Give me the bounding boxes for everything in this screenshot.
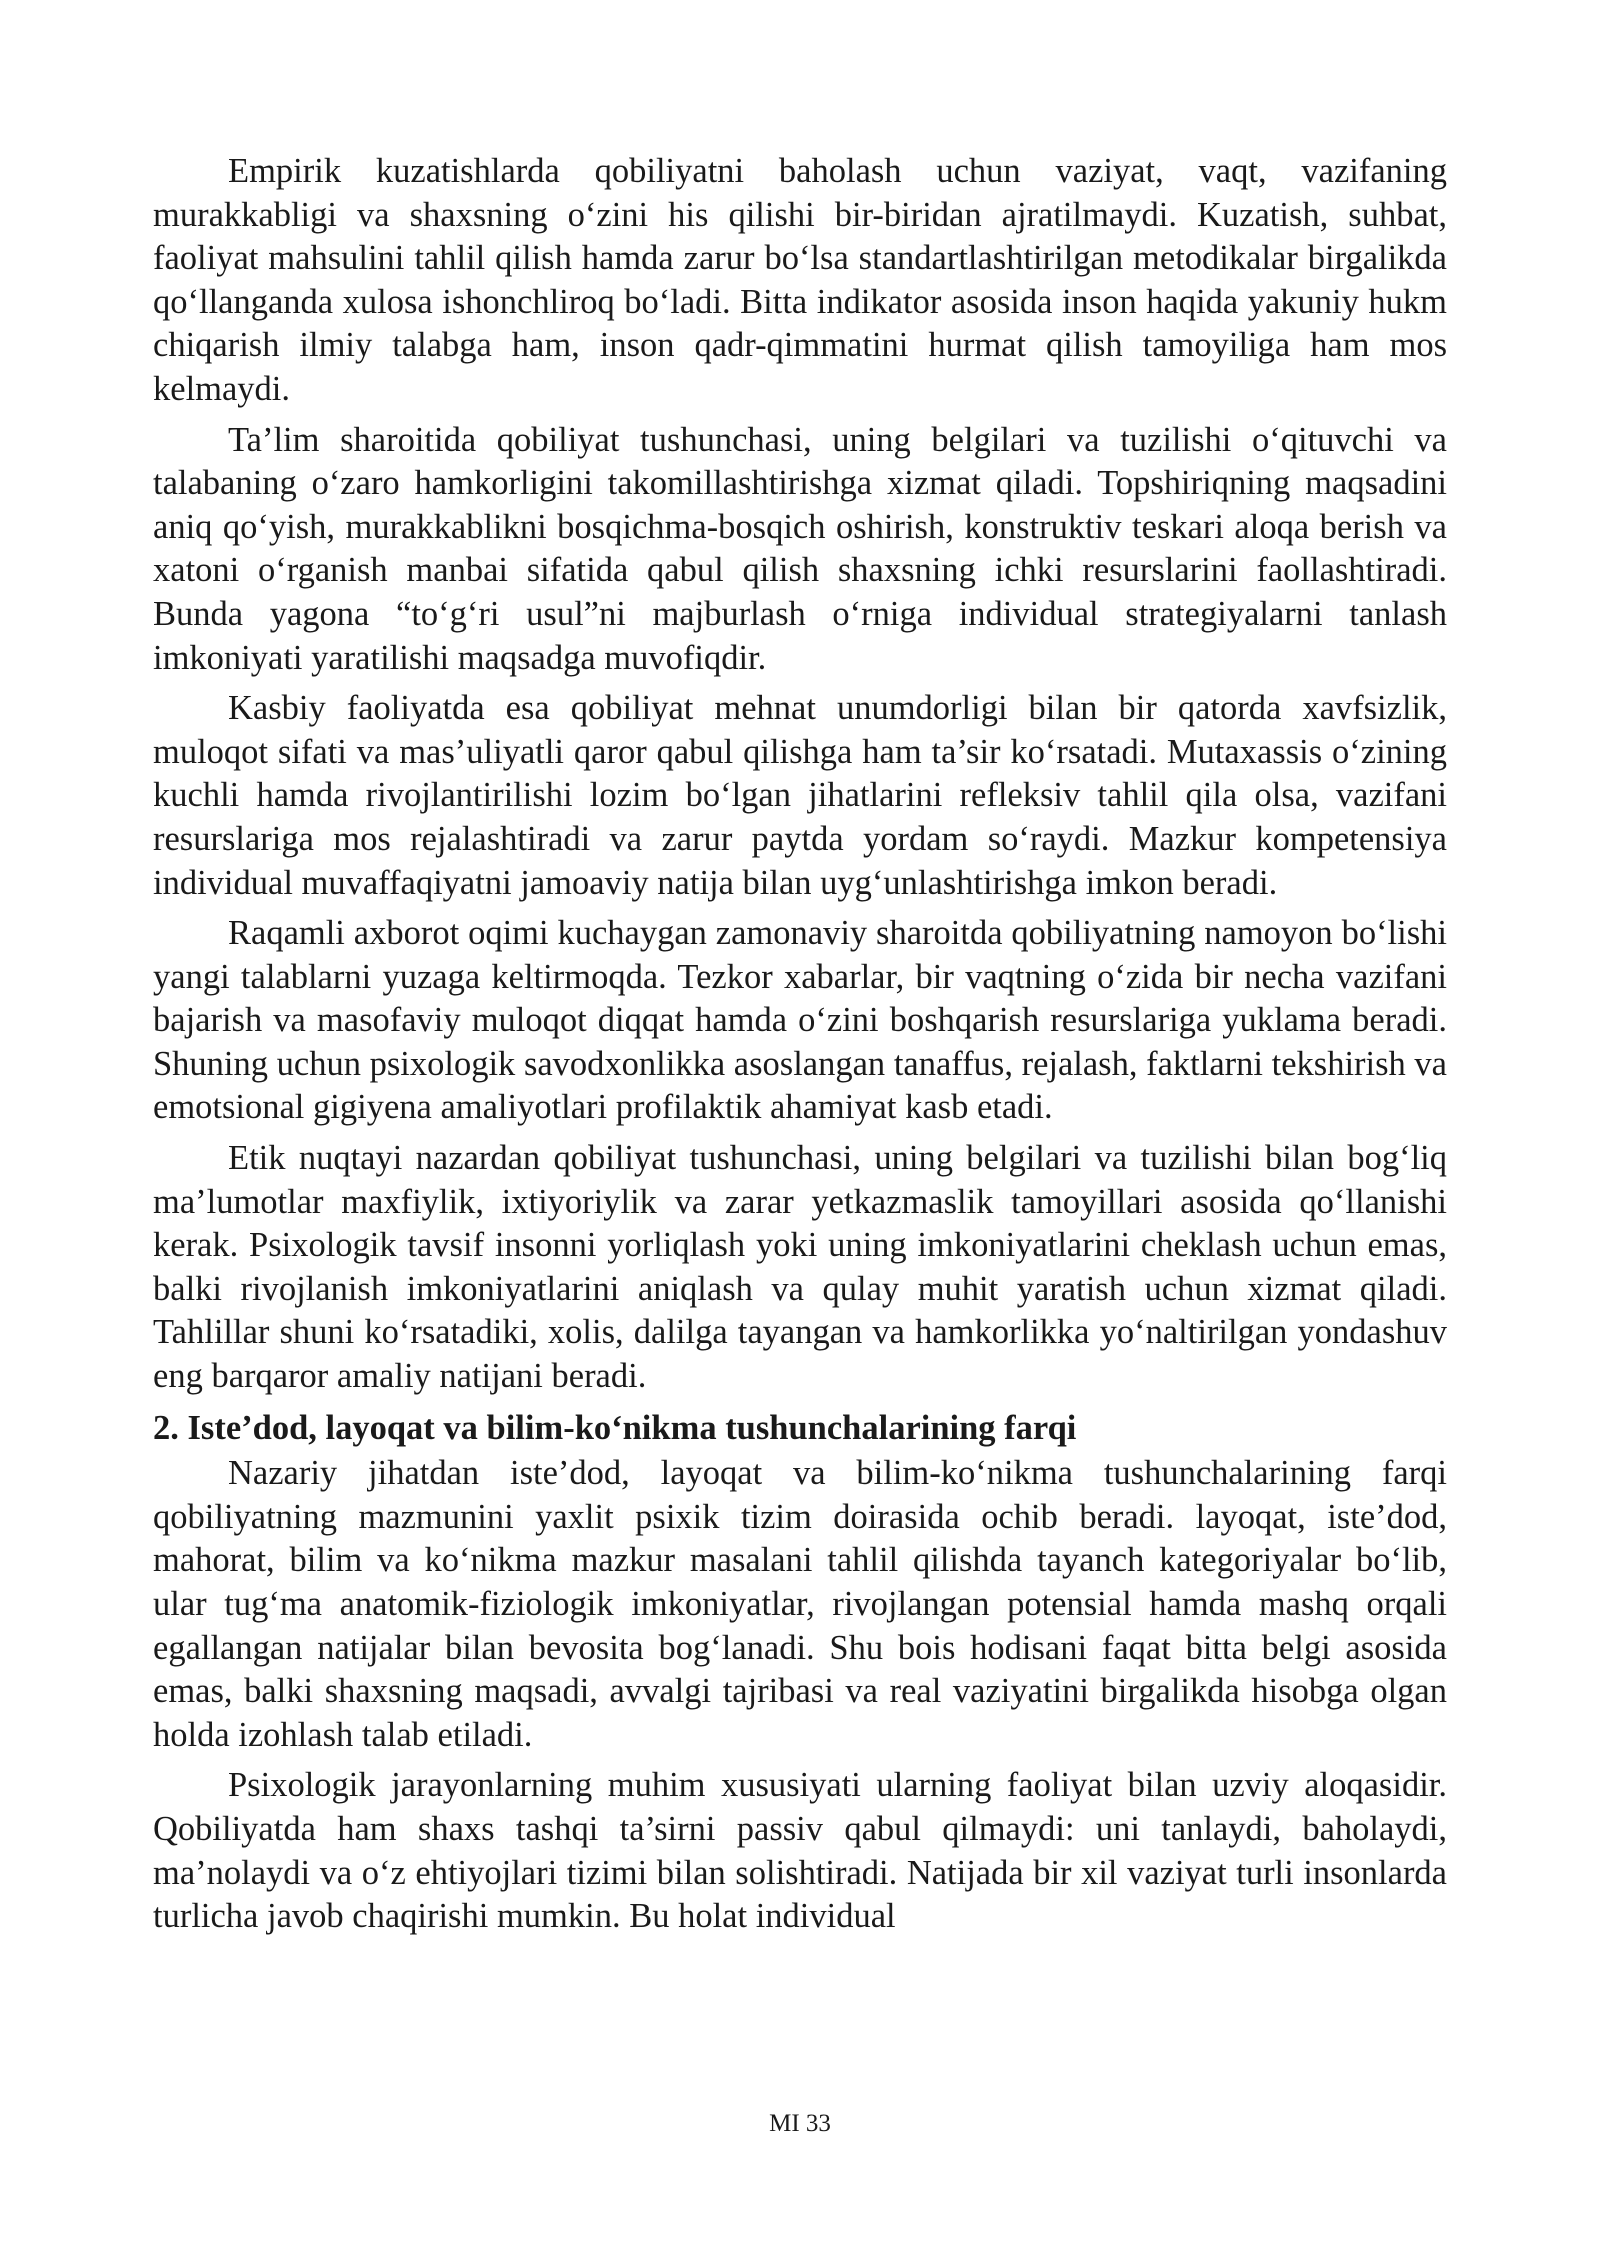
paragraph-7: Psixologik jarayonlarning muhim xususiyati ularning faoliyat bilan uzviy aloqasidir. Qobiliyatda ham shaxs tashqi ta’sirni passiv qabul qilmaydi: uni tanlaydi, baholaydi, ma’nolaydi va o‘z ehtiyojlari tizimi bilan solishtiradi. Natijada bir xil vaziyat turli insonlarda turlicha javob chaqirishi mumkin. Bu holat individual <box>153 1766 1447 1936</box>
paragraph-5: Etik nuqtayi nazardan qobiliyat tushunchasi, uning belgilari va tuzilishi bilan bog‘liq ma’lumotlar maxfiylik, ixtiyoriylik va zarar yetkazmaslik tamoyillari asosida qo‘llanishi kerak. Psixologik tavsif insonni yorliqlash yoki uning imkoniyatlarini cheklash uchun emas, balki rivojlanish imkoniyatlarini aniqlash va qulay muhit yaratish uchun xizmat qiladi. Tahlillar shuni ko‘rsatadiki, xolis, dalilga tayangan va hamkorlikka yo‘naltirilgan yondashuv eng barqaror amaliy natijani beradi. <box>153 1139 1447 1396</box>
section-heading: 2. Iste’dod, layoqat va bilim-ko‘nikma tushunchalarining farqi <box>153 1408 1077 1447</box>
paragraph-3: Kasbiy faoliyatda esa qobiliyat mehnat unumdorligi bilan bir qatorda xavfsizlik, muloqot sifati va mas’uliyatli qaror qabul qilishga ham ta’sir ko‘rsatadi. Mutaxassis o‘zining kuchli hamda rivojlantirilishi lozim bo‘lgan jihatlarini refleksiv tahlil qila olsa, vazifani resurslariga mos rejalashtiradi va zarur paytda yordam so‘raydi. Mazkur kompetensiya individual muvaffaqiyatni jamoaviy natija bilan uyg‘unlashtirishga imkon beradi. <box>153 689 1447 902</box>
page-number: MI 33 <box>769 2110 831 2137</box>
paragraph-1: Empirik kuzatishlarda qobiliyatni baholash uchun vaziyat, vaqt, vazifaning murakkabligi va shaxsning o‘zini his qilishi bir-biridan ajratilmaydi. Kuzatish, suhbat, faoliyat mahsulini tahlil qilish hamda zarur bo‘lsa standartlashtirilgan metodikalar birgalikda qo‘llanganda xulosa ishonchliroq bo‘ladi. Bitta indikator asosida inson haqida yakuniy hukm chiqarish ilmiy talabga ham, inson qadr-qimmatini hurmat qilish tamoyiliga ham mos kelmaydi. <box>153 152 1447 408</box>
page-body <box>153 150 1447 1946</box>
paragraph-6: Nazariy jihatdan iste’dod, layoqat va bilim-ko‘nikma tushunchalarining farqi qobiliyatning mazmunini yaxlit psixik tizim doirasida ochib beradi. layoqat, iste’dod, mahorat, bilim va ko‘nikma mazkur masalani tahlil qilishda tayanch kategoriyalar bo‘lib, ular tug‘ma anatomik-fiziologik imkoniyatlar, rivojlangan potensial hamda mashq orqali egallangan natijalar bilan bevosita bog‘lanadi. Shu bois hodisani faqat bitta belgi asosida emas, balki shaxsning maqsadi, avvalgi tajribasi va real vaziyatini birgalikda hisobga olgan holda izohlash talab etiladi. <box>153 1454 1447 1754</box>
paragraph-2: Ta’lim sharoitida qobiliyat tushunchasi, uning belgilari va tuzilishi o‘qituvchi va talabaning o‘zaro hamkorligini takomillashtirishga xizmat qiladi. Topshiriqning maqsadini aniq qo‘yish, murakkablikni bosqichma-bosqich oshirish, konstruktiv teskari aloqa berish va xatoni o‘rganish manbai sifatida qabul qilish shaxsning ichki resurslarini faollashtiradi. Bunda yagona “to‘g‘ri usul”ni majburlash o‘rniga individual strategiyalarni tanlash imkoniyati yaratilishi maqsadga muvofiqdir. <box>153 420 1447 677</box>
paragraph-4: Raqamli axborot oqimi kuchaygan zamonaviy sharoitda qobiliyatning namoyon bo‘lishi yangi talablarni yuzaga keltirmoqda. Tezkor xabarlar, bir vaqtning o‘zida bir necha vazifani bajarish va masofaviy muloqot diqqat hamda o‘zini boshqarish resurslariga yuklama beradi. Shuning uchun psixologik savodxonlikka asoslangan tanaffus, rejalash, faktlarni tekshirish va emotsional gigiyena amaliyotlari profilaktik ahamiyat kasb etadi. <box>153 914 1447 1127</box>
